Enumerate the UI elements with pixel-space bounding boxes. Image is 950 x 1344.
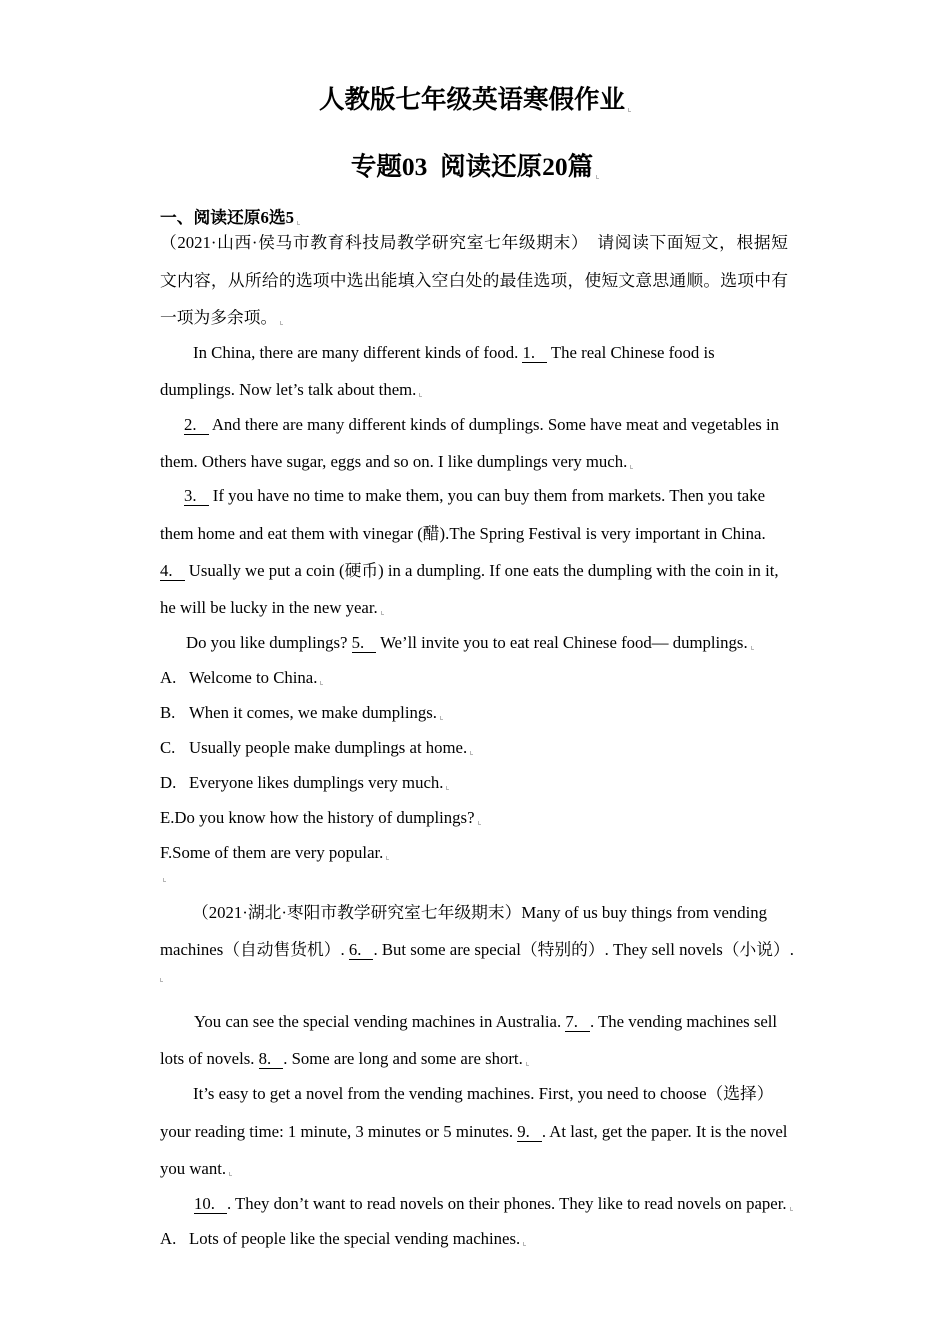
line-text: . But some are special（特别的）. They sell novels（小说）. xyxy=(373,940,794,959)
document-title: 人教版七年级英语寒假作业 xyxy=(0,83,950,117)
option-text: When it comes, we make dumplings. xyxy=(189,703,437,722)
line-text: your reading time: 1 minute, 3 minutes or 5 minutes. xyxy=(160,1122,518,1141)
option-label: F. xyxy=(160,843,173,862)
line-text: . Some are long and some are short. xyxy=(283,1049,523,1068)
option-label: A. xyxy=(160,1229,177,1248)
option-text: Some of them are very popular. xyxy=(172,843,384,862)
option-label: B. xyxy=(160,703,176,722)
passage-line xyxy=(184,412,779,438)
option-item xyxy=(160,840,389,866)
blank-number: 9. xyxy=(517,1124,542,1142)
line-text: Usually we put a coin (硬币) in a dumpling. If one eats the dumpling with the coin in it, xyxy=(184,561,779,580)
option-text: Lots of people like the special vending machines. xyxy=(189,1229,521,1248)
blank-number: 2. xyxy=(184,417,209,435)
line-text: . At last, get the paper. It is the novel xyxy=(541,1122,788,1141)
option-label: A. xyxy=(160,668,177,687)
line-text: The real Chinese food is xyxy=(547,343,715,362)
intro-line: 一项为多余项。 xyxy=(160,305,283,331)
line-text: . The vending machines sell xyxy=(589,1012,778,1031)
blank-number: 7. xyxy=(565,1014,590,1032)
passage-line: them home and eat them with vinegar (醋).The Spring Festival is very important in China. xyxy=(160,524,766,543)
passage-line xyxy=(184,483,765,509)
line-text: machines（自动售货机）. xyxy=(160,940,349,959)
option-item xyxy=(160,805,481,831)
blank-number: 3. xyxy=(184,488,209,506)
line-text: And there are many different kinds of dumplings. Some have meat and vegetables in xyxy=(208,415,779,434)
option-item xyxy=(160,1226,526,1252)
passage-line xyxy=(160,1046,529,1072)
passage-line: them. Others have sugar, eggs and so on. I like dumplings very much. xyxy=(160,449,633,475)
blank-number: 4. xyxy=(160,563,185,581)
line-text: We’ll invite you to eat real Chinese food— dumplings. xyxy=(376,633,748,652)
option-item xyxy=(160,665,323,691)
option-item xyxy=(160,770,449,796)
passage-line: he will be lucky in the new year. xyxy=(160,595,384,621)
passage-line xyxy=(194,1191,793,1217)
passage-line: （2021·湖北·枣阳市教学研究室七年级期末）Many of us buy things from vending xyxy=(192,903,768,922)
passage-line: you want. xyxy=(160,1156,232,1182)
option-text: Welcome to China. xyxy=(189,668,318,687)
passage-line: dumplings. Now let’s talk about them. xyxy=(160,377,422,403)
passage-line xyxy=(194,1009,777,1035)
blank-number: 5. xyxy=(352,635,377,653)
option-label: D. xyxy=(160,773,177,792)
passage-line xyxy=(160,1119,787,1145)
document-subtitle: 专题03 阅读还原20篇 xyxy=(0,150,950,184)
option-text: Usually people make dumplings at home. xyxy=(189,738,468,757)
passage-line xyxy=(160,937,794,963)
section-heading: 一、阅读还原6选5 xyxy=(160,205,300,231)
option-text: Everyone likes dumplings very much. xyxy=(189,773,444,792)
line-text: In China, there are many different kinds of food. xyxy=(193,343,523,362)
blank-number: 6. xyxy=(349,942,374,960)
line-text: lots of novels. xyxy=(160,1049,259,1068)
line-text: If you have no time to make them, you can buy them from markets. Then you take xyxy=(208,486,766,505)
line-text: You can see the special vending machines in Australia. xyxy=(194,1012,566,1031)
line-text: . They don’t want to read novels on their phones. They like to read novels on paper. xyxy=(226,1194,787,1213)
passage-line: It’s easy to get a novel from the vending machines. First, you need to choose（选择） xyxy=(193,1084,774,1103)
option-label: C. xyxy=(160,738,176,757)
paragraph-mark xyxy=(160,862,166,888)
blank-number: 10. xyxy=(194,1196,227,1214)
passage-line xyxy=(193,340,715,366)
paragraph-mark xyxy=(157,962,163,988)
passage-line xyxy=(160,558,779,584)
passage-line xyxy=(186,630,754,656)
option-text: Do you know how the history of dumplings? xyxy=(174,808,475,827)
blank-number: 8. xyxy=(259,1051,284,1069)
option-item xyxy=(160,735,473,761)
option-label: E. xyxy=(160,808,175,827)
option-item xyxy=(160,700,443,726)
intro-line: 文内容，从所给的选项中选出能填入空白处的最佳选项，使短文意思通顺。选项中有 xyxy=(160,271,788,290)
blank-number: 1. xyxy=(522,345,547,363)
intro-line: （2021·山西·侯马市教育科技局教学研究室七年级期末） 请阅读下面短文，根据短 xyxy=(160,233,788,252)
line-text: Do you like dumplings? xyxy=(186,633,352,652)
